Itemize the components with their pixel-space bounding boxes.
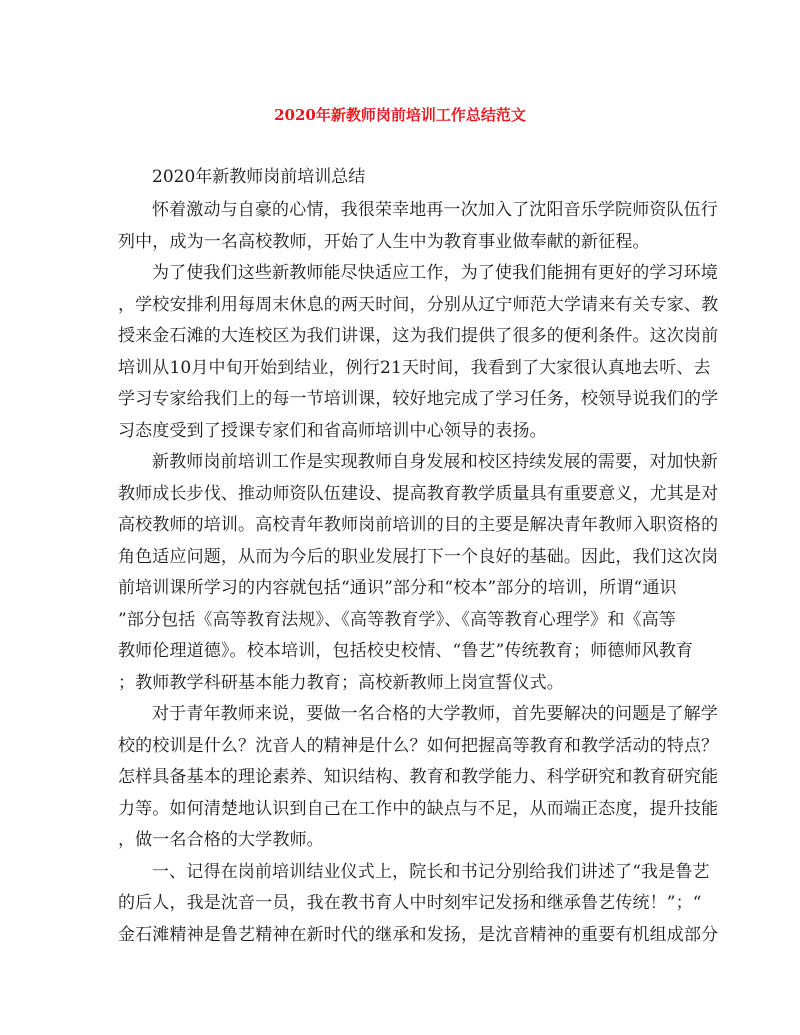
text-line: 怀着激动与自豪的心情，我很荣幸地再一次加入了沈阳音乐学院师资队伍行 xyxy=(152,200,718,220)
text-line: 一、记得在岗前培训结业仪式上，院长和书记分别给我们讲述了“我是鲁艺 xyxy=(152,861,710,882)
text-line: ”部分包括《高等教育法规》、《高等教育学》、《高等教育心理学》和《高等 xyxy=(118,609,676,630)
text-line: 力等。如何清楚地认识到自己在工作中的缺点与不足，从而端正态度，提升技能 xyxy=(118,798,719,819)
text-line: 对于青年教师来说，要做一名合格的大学教师，首先要解决的问题是了解学 xyxy=(152,704,718,724)
paragraph-5 xyxy=(118,857,719,952)
document-body xyxy=(118,166,719,951)
text-line: 列中，成为一名高校教师，开始了人生中为教育事业做奉献的新征程。 xyxy=(118,231,650,252)
text-line: ；教师教学科研基本能力教育；高校新教师上岗宣誓仪式。 xyxy=(118,672,564,693)
text-line: 角色适应问题，从而为今后的职业发展打下一个良好的基础。因此，我们这次岗 xyxy=(118,546,719,567)
text-line: 怎样具备基本的理论素养、知识结构、教育和教学能力、科学研究和教育研究能 xyxy=(118,767,719,787)
paragraph-4 xyxy=(118,699,719,857)
text-line: ，学校安排利用每周末休息的两天时间，分别从辽宁师范大学请来有关专家、教 xyxy=(118,294,719,315)
text-line: 教师成长步伐、推动师资队伍建设、提高教育教学质量具有重要意义，尤其是对 xyxy=(118,483,719,504)
text-line: 前培训课所学习的内容就包括“通识”部分和“校本”部分的培训，所谓“通识 xyxy=(118,578,677,598)
text-line: 学习专家给我们上的每一节培训课，较好地完成了学习任务，校领导说我们的学 xyxy=(118,389,719,409)
paragraph-2 xyxy=(118,258,719,447)
text-line: 习态度受到了授课专家们和省高师培训中心领导的表扬。 xyxy=(118,420,547,441)
text-line: 高校教师的培训。高校青年教师岗前培训的目的主要是解决青年教师入职资格的 xyxy=(118,515,719,535)
text-line: 培训从10月中旬开始到结业，例行21天时间，我看到了大家很认真地去听、去 xyxy=(118,357,711,378)
text-line: 授来金石滩的大连校区为我们讲课，这为我们提供了很多的便利条件。这次岗前 xyxy=(118,326,719,346)
text-line: 新教师岗前培训工作是实现教师自身发展和校区持续发展的需要，对加快新 xyxy=(152,452,718,472)
text-line: 的后人，我是沈音一员，我在教书育人中时刻牢记发扬和继承鲁艺传统！”；“ xyxy=(118,893,702,913)
text-line: 教师伦理道德》。校本培训，包括校史校情、“鲁艺”传统教育；师德师风教育 xyxy=(118,641,694,661)
document-title: 2020年新教师岗前培训工作总结范文 xyxy=(274,106,526,124)
text-line: 为了使我们这些新教师能尽快适应工作，为了使我们能拥有更好的学习环境 xyxy=(152,263,718,283)
text-line: ，做一名合格的大学教师。 xyxy=(118,830,324,850)
text-line: 校的校训是什么？沈音人的精神是什么？如何把握高等教育和教学活动的特点？ xyxy=(118,735,719,756)
paragraph-1 xyxy=(118,195,718,258)
text-line: 金石滩精神是鲁艺精神在新时代的继承和发扬，是沈音精神的重要有机组成部分 xyxy=(118,924,719,945)
paragraph-3 xyxy=(118,447,719,699)
document-subtitle: 2020年新教师岗前培训总结 xyxy=(152,167,366,187)
